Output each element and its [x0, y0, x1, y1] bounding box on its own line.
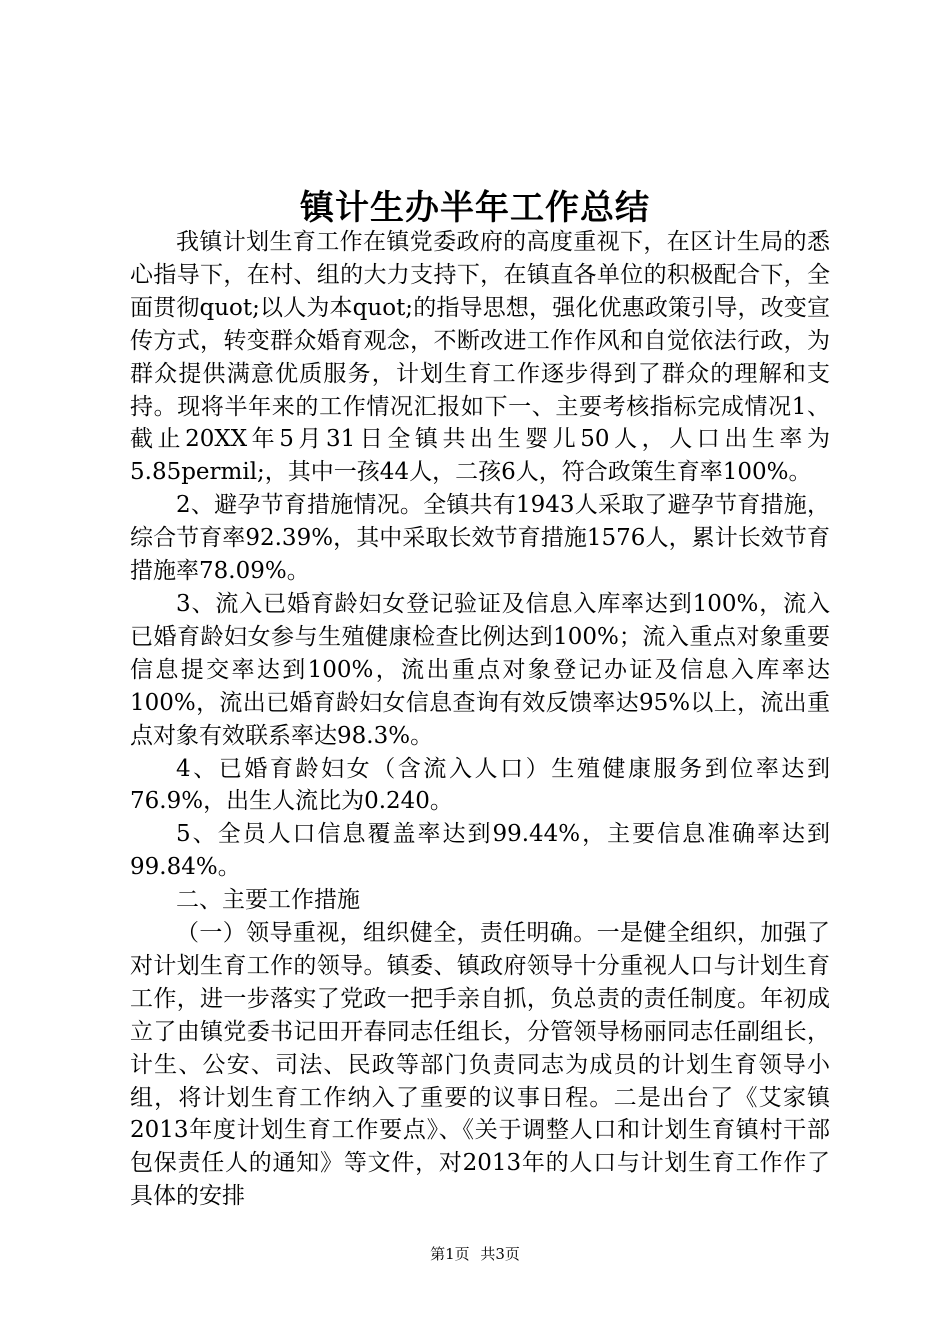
- paragraph-population-info: 5、全员人口信息覆盖率达到99.44%，主要信息准确率达到99.84%。: [130, 821, 830, 881]
- paragraph-intro: 我镇计划生育工作在镇党委政府的高度重视下，在区计生局的悉心指导下，在村、组的大力支持下，在镇直各单位的积极配合下，全面贯彻quot;以人为本quot;的指导思想，强化优惠政策引导，改变宣传方式，转变群众婚育观念，不断改进工作作风和自觉依法行政，为群众提供满意优质服务，计划生育工作逐步得到了群众的理解和支持。现将半年来的工作情况汇报如下一、主要考核指标完成情况1、截止20XX年5月31日全镇共出生婴儿50人，人口出生率为5.85permil;，其中一孩44人，二孩6人，符合政策生育率100%。: [130, 229, 830, 486]
- paragraph-health-service: 4、已婚育龄妇女（含流入人口）生殖健康服务到位率达到76.9%，出生人流比为0.240。: [130, 755, 830, 815]
- page-footer: [0, 1244, 950, 1264]
- paragraph-leadership: （一）领导重视，组织健全，责任明确。一是健全组织，加强了对计划生育工作的领导。镇委、镇政府领导十分重视人口与计划生育工作，进一步落实了党政一把手亲自抓，负总责的责任制度。年初成立了由镇党委书记田开春同志任组长，分管领导杨丽同志任副组长，计生、公安、司法、民政等部门负责同志为成员的计划生育领导小组，将计划生育工作纳入了重要的议事日程。二是出台了《艾家镇2013年度计划生育工作要点》、《关于调整人口和计划生育镇村干部包保责任人的通知》等文件，对2013年的人口与计划生育工作作了具体的安排: [130, 920, 830, 1210]
- paragraph-contraception: 2、避孕节育措施情况。全镇共有1943人采取了避孕节育措施，综合节育率92.39%，其中采取长效节育措施1576人，累计长效节育措施率78.09%。: [130, 492, 830, 585]
- page-number: 第1页: [430, 1245, 470, 1263]
- section-heading-measures: 二、主要工作措施: [176, 887, 360, 914]
- page-total: 共3页: [480, 1245, 520, 1263]
- paragraph-migrant-registration: 3、流入已婚育龄妇女登记验证及信息入库率达到100%，流入已婚育龄妇女参与生殖健康检查比例达到100%；流入重点对象重要信息提交率达到100%，流出重点对象登记办证及信息入库率达100%，流出已婚育龄妇女信息查询有效反馈率达95%以上，流出重点对象有效联系率达98.3%。: [130, 590, 830, 749]
- document-title: 镇计生办半年工作总结: [300, 188, 650, 228]
- document-body: [130, 226, 830, 1213]
